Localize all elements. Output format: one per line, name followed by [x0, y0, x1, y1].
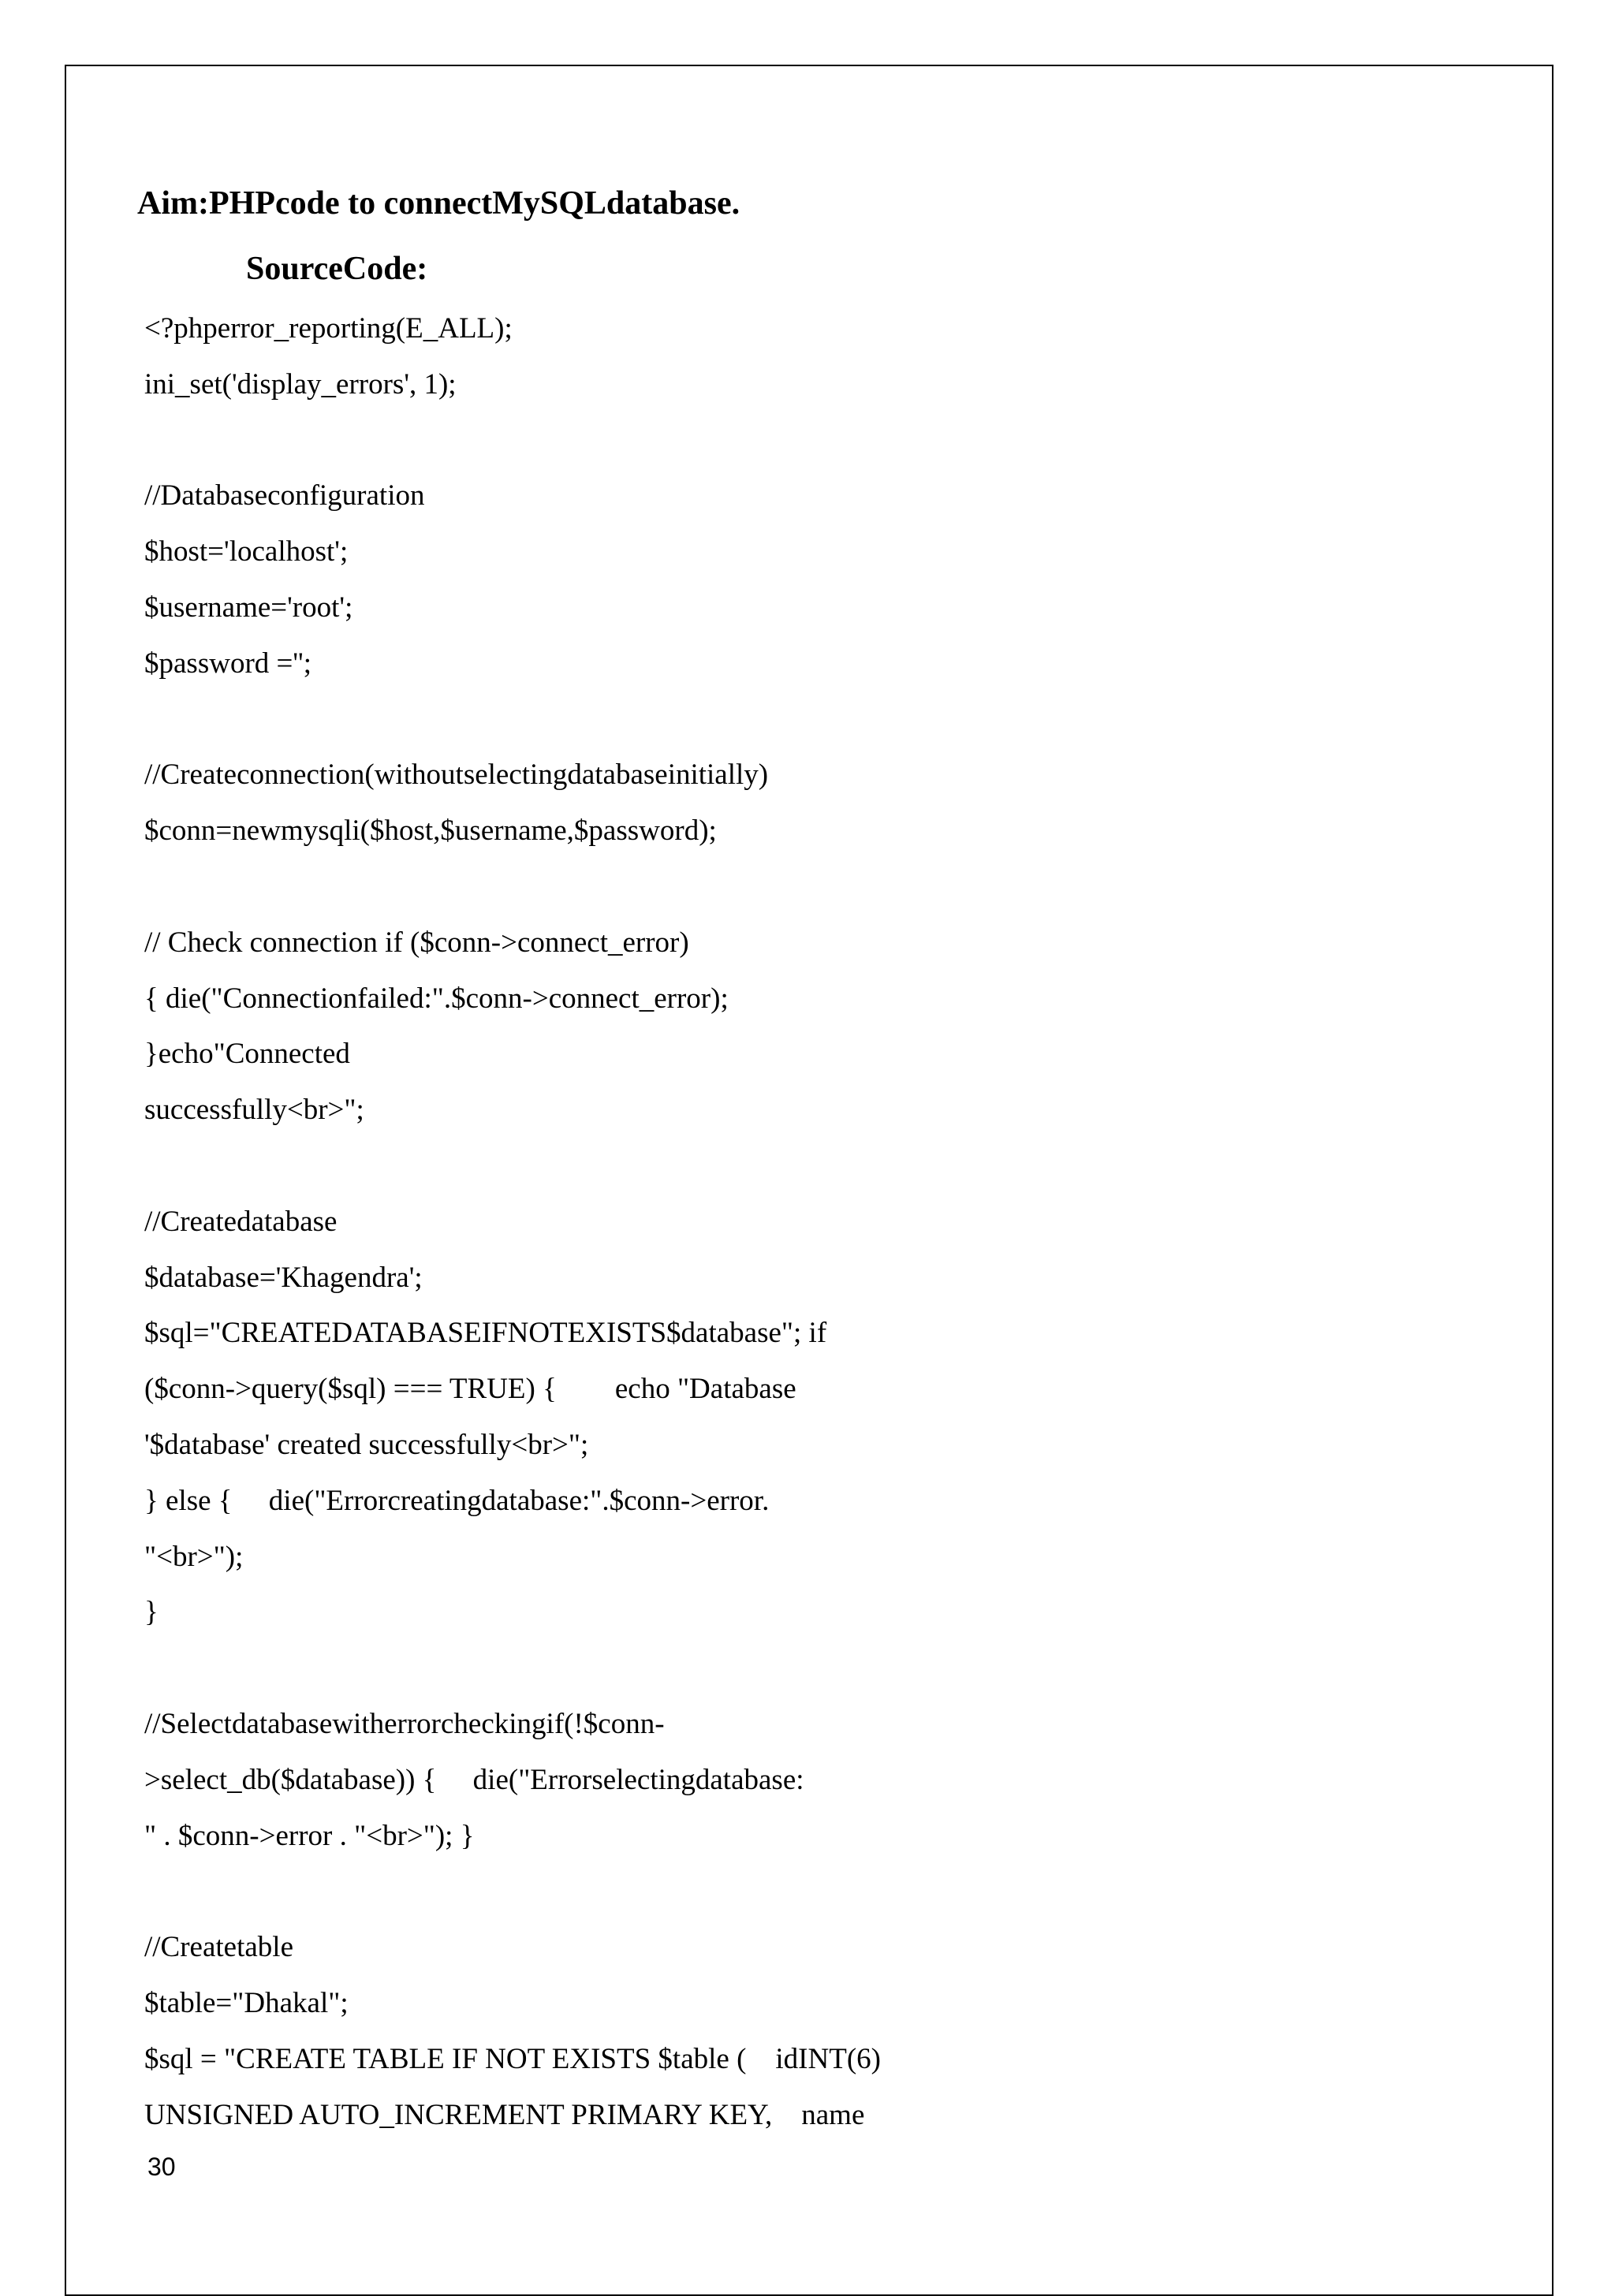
code-line: } else { die("Errorcreatingdatabase:".$conn->error.	[144, 1485, 770, 1517]
code-line: $database='Khagendra';	[144, 1262, 423, 1294]
code-line: "<br>");	[144, 1541, 244, 1573]
code-line: successfully<br>";	[144, 1094, 364, 1126]
code-line: $sql="CREATEDATABASEIFNOTEXISTS$database"; if	[144, 1317, 827, 1349]
code-line: >select_db($database)) { die("Errorselectingdatabase:	[144, 1764, 804, 1796]
code-line: <?phperror_reporting(E_ALL);	[144, 312, 513, 345]
code-line: ($conn->query($sql) === TRUE) { echo "Database	[144, 1373, 796, 1405]
code-line: //Createtable	[144, 1931, 294, 1963]
code-line: ini_set('display_errors', 1);	[144, 368, 457, 401]
code-line: //Createdatabase	[144, 1206, 338, 1238]
code-line: $conn=newmysqli($host,$username,$password);	[144, 814, 717, 847]
code-line: $username='root';	[144, 591, 353, 624]
code-line: }	[144, 1596, 159, 1628]
code-line: { die("Connectionfailed:".$conn->connect_error);	[144, 982, 729, 1015]
code-line: " . $conn->error . "<br>"); }	[144, 1820, 475, 1852]
page-number: 30	[147, 2152, 176, 2181]
code-line: //Createconnection(withoutselectingdatabaseinitially)	[144, 758, 769, 791]
code-line: $table="Dhakal";	[144, 1987, 349, 2019]
aim-heading: Aim:PHPcode to connectMySQLdatabase.	[137, 185, 740, 222]
code-line: // Check connection if ($conn->connect_error)	[144, 926, 689, 959]
code-line: $sql = "CREATE TABLE IF NOT EXISTS $table ( idINT(6)	[144, 2043, 881, 2075]
source-code-heading: SourceCode:	[246, 251, 428, 287]
code-line: //Databaseconfiguration	[144, 479, 425, 512]
code-line: '$database' created successfully<br>";	[144, 1429, 589, 1461]
code-line: UNSIGNED AUTO_INCREMENT PRIMARY KEY, name	[144, 2099, 865, 2131]
code-line: $password ='';	[144, 647, 311, 680]
code-line: //Selectdatabasewitherrorcheckingif(!$conn-	[144, 1708, 665, 1740]
code-line: }echo"Connected	[144, 1038, 350, 1070]
code-line: $host='localhost';	[144, 535, 349, 568]
